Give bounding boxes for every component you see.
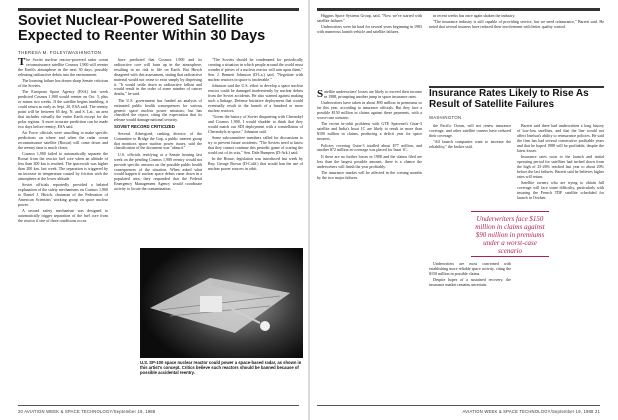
top-rule xyxy=(18,8,299,11)
paragraph: Barrett said there had underwritten a long history of low-loss satellites, and that the line would not affect Intelsat's ability to reinsurance policies. He said the firm has had several consecutive profitable years and that he hoped 1988 will be profitable, despite the latest losses. xyxy=(517,124,604,153)
paragraph: Policies covering Gstar-3 totalled about $77 million, and another $72 million in coverage was placed for Insat 1C. xyxy=(317,142,422,153)
paragraph: Underwriters are most concerned with establishing more reliable space activity, citing the $150 million in possible claims. xyxy=(429,262,511,276)
paragraph: The U.S. government has funded an analysis of estimated public health consequences for various generic space nuclear power missions, but has classified the report, citing the expectation that its release would damage national security. xyxy=(114,97,202,123)
paragraph: "All launch companies want to increase the reliability," the broker said. xyxy=(429,139,511,150)
paragraph: in recent weeks has once again shaken the industry. xyxy=(433,14,516,18)
paragraph: Underwriters have taken in about $90 million in premiums so far this year, according to insurance officials. But they face a possible $150 million in claims against these payments, with a worst-case scenario. xyxy=(317,100,422,121)
column-top-continuation-2 xyxy=(429,14,604,82)
right-page xyxy=(309,0,618,420)
byline: WASHINGTON xyxy=(429,115,462,120)
footer-rule xyxy=(317,405,600,406)
paragraph: A second safety mechanism was designed to automatically trigger separation of the fuel core from the reactor if one of three conditions occur. xyxy=(18,208,108,224)
page-footer: 20 AVIATION WEEK & SPACE TECHNOLOGY/September 19, 1988 xyxy=(18,409,156,414)
paragraph: "Given the history of Soviet disquieting with Chernobyl and Cosmos 1,900, I would shudder to think that they would match our SDI deployment with a constellation of Chernobyls in space," Johnston said. xyxy=(208,113,303,134)
pull-quote: Underwriters face $150 million in claims against $90 million in premiums under a worst-case scenario xyxy=(475,215,545,255)
column-3 xyxy=(208,58,303,244)
paragraph: Several. Atheogoed, ranking director of the Committee to Bridge the Gap, a public interest group that monitors space nuclear power issues, said the classification of the document was "absurd." xyxy=(114,130,202,151)
paragraph: The Soviet nuclear reactor-powered radar ocean reconnaissance satellite Cosmos 1,900 will reenter the Earth's atmosphere in the next 30 days, possibly releasing radioactive debris into the environment. xyxy=(18,58,108,77)
paragraph: Soviet officials reportedly provided a belated explanation of the safety mechanisms on Cosmos 1,900 to Daniel J. Hirsch, chairman of the Federation of American Scientists' working group on space nuclear power. xyxy=(18,182,108,207)
paragraph: "The insurance industry is still capable of providing service, but we need reinsurance," Barrett said. He noted that several insurers have reduced their involvement with better quality control. xyxy=(429,19,604,30)
article-headline: Insurance Rates Likely to Rise As Result of Satellite Failures xyxy=(429,88,589,110)
paragraph: Despite hopes of a sustained recovery, the insurance market remains uncertain. xyxy=(429,277,511,288)
reactor-satellite-illustration xyxy=(140,248,303,358)
paragraph: Some subcommittee members called for discussions to try to prevent future accidents. "The Soviets need to know that they cannot continue this periodic game of scaring the world out of its wits," Sen. Dale Bumpers (D-Ark.) said. xyxy=(208,135,303,155)
photo-caption: U.S. SP-100 space nuclear reactor could power a space-based radar, as shown in this artist's concept. Critics believe such reactors should be banned because of possible accidental reentry. xyxy=(140,360,302,375)
paragraph: Satellite owners who are trying to obtain full coverage will face some difficulty, particularly with insuring the French TDF satellite scheduled for launch in October. xyxy=(517,179,604,200)
paragraph: In the House, legislation was introduced last week by Rep. George Brown (D-Calif.) that would ban the use of nuclear power sources in orbit. xyxy=(208,156,303,172)
column-b-bottom xyxy=(429,262,511,404)
column-a xyxy=(317,90,422,404)
paragraph: The European Space Agency (ESA) last week predicted Cosmos 1,900 would reenter on Oct. 5, plus or minus two weeks. If the satellite begins tumbling, it could return as early as Sept. 20, ESA said. The reentry point will be between 65 deg. N. and S. Lat., an area that includes virtually the entire Earth except for the polar regions. A more accurate prediction can be made two days before reentry, ESA said. xyxy=(18,89,108,129)
paragraph: Higgins Space Systems Group, said, "Now we've started with satellite failures." xyxy=(317,14,422,23)
section-subhead: SOVIET RECORD CRITICIZED xyxy=(114,124,175,130)
paragraph: Cosmos 1,900 failed to automatically separate the Rorsat from the reactor fuel core when an altitude of less than 300 km is reached. The spacecraft was higher than 200 km. last week. The separation is triggered by an increase in temperature caused by friction with the atmosphere at the lower altitude. xyxy=(18,151,108,181)
byline: THERESA M. FOLEY/WASHINGTON xyxy=(18,50,102,55)
paragraph: Air Force officials were unwilling to make specific predictions on where and when the radar ocean reconnaissance satellite (Rorsat) will come down and the reentry time is much closer. xyxy=(18,130,108,150)
column-top-continuation xyxy=(317,14,422,84)
paragraph: Underwriters were hit hard for several years beginning in 1983 with numerous launch vehicle and satellite failures. xyxy=(317,24,422,35)
footer-rule xyxy=(18,405,299,406)
paragraph: the Pacific Ocean, will not renew insurance coverage, and other satellite owners have reduced their coverage. xyxy=(429,124,511,138)
paragraph: The looming failure has drawn sharp Senate criticism of the Soviets. xyxy=(18,78,108,89)
paragraph: U.S. officials testifying at a Senate hearing last week on the pending Cosmos 1,900 reentry would not provide specific answers on the possible public health consequences of the situation. When asked what would happen if nuclear space debris came down in a populated area, they responded that the Federal Emergency Management Agency would coordinate activity to locate the contamination. xyxy=(114,151,202,192)
page-footer: AVIATION WEEK & SPACE TECHNOLOGY/September 19, 1988 21 xyxy=(462,409,600,414)
article-headline: Soviet Nuclear-Powered Satellite Expected to Reenter Within 30 Days xyxy=(18,13,266,45)
column-2 xyxy=(114,58,202,244)
column-1 xyxy=(18,58,108,404)
paragraph: have predicted that Cosmos 1,900 and its radioactive core will burn up in the atmosphere, resulting in no risk to life on Earth. But Hirsch disagreed with this assessment, stating that radioactive material would not cease to exist simply by dispersing it. "It would settle down as radioactive fallout and would result in the order of some number of cancer deaths," he said. xyxy=(114,58,202,97)
column-c xyxy=(517,124,604,404)
paragraph: Johnston said the U.S. effort to develop a space nuclear reactor could be damaged inadvertently by nuclear debris from the Soviet accidents. He also warned against making such a linkage. Defense Initiative deployment that would eventually result in the launch of a hundred or more nuclear reactors. xyxy=(208,83,303,113)
paragraph: "The Soviets should be condemned for periodically creating a situation in which people around the world must wonder if pieces of a nuclear reactor will rain upon them," Sen. J. Bennett Johnston (D-La.) said. "Negotiate with nuclear reactors in space is intolerable." xyxy=(208,58,303,82)
paragraph: If these are no further losses in 1988 and the claims filed are less than the largest possible amount, there is a chance the underwriters will finish the year profitably. xyxy=(317,153,422,169)
paragraph: The recent in-orbit problems with GTE Spacenet's Gstar-3 satellite and India's Insat 1C are likely to result in more than $100 million in claims, producing a deficit year for space insurers. xyxy=(317,121,422,142)
paragraph: Insurance rates soon to the launch and initial operating period for satellites had inched down from the high of 25-26% reached last year to about 20% before the last failures. Barrett said he believes higher rates will return. xyxy=(517,153,604,179)
top-rule xyxy=(317,8,600,11)
paragraph: The insurance market will be affected in the coming months by the two major failures. xyxy=(317,170,422,180)
column-b-top xyxy=(429,124,511,210)
paragraph: Satellite underwriters' losses are likely to exceed their income in 1988, prompting another jump in space insurance rates. xyxy=(317,90,422,100)
